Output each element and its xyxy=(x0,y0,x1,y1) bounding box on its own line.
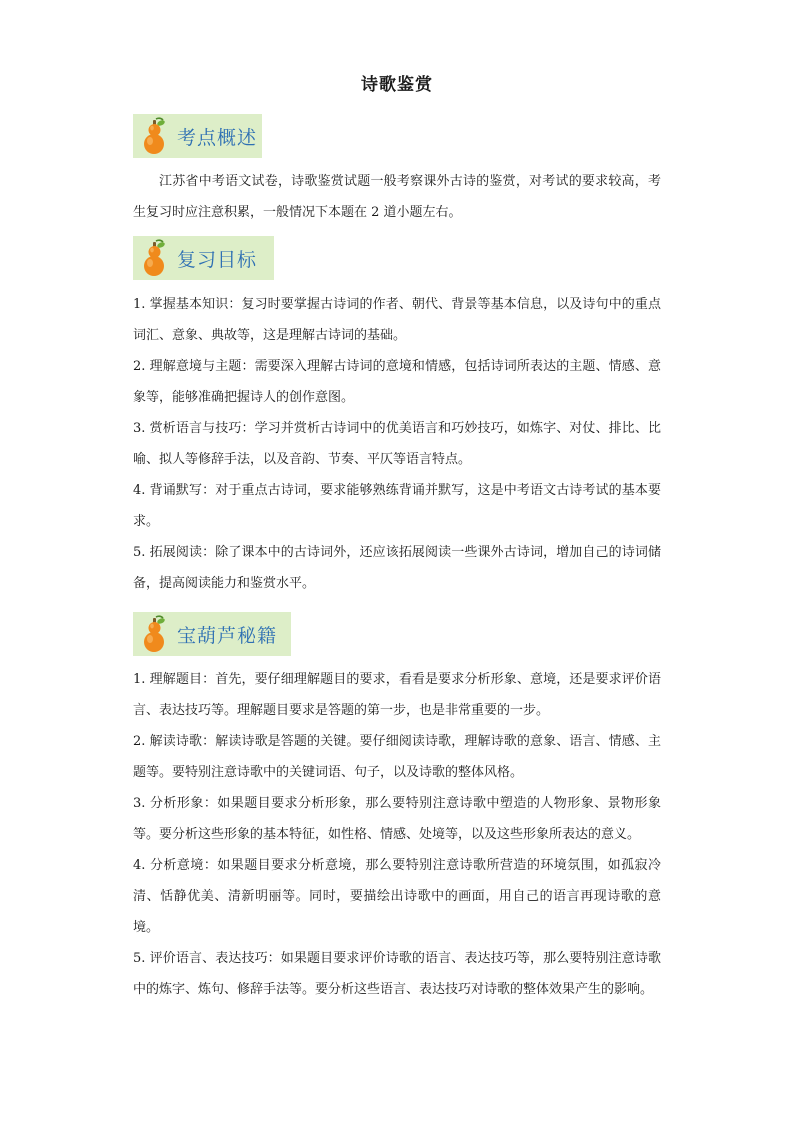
list-item: 1. 理解题目：首先，要仔细理解题目的要求，看看是要求分析形象、意境，还是要求评价语言、表达技巧等。理解题目要求是答题的第一步，也是非常重要的一步。 xyxy=(133,672,661,718)
section-heading: 考点概述 xyxy=(177,126,258,149)
goals-list xyxy=(133,289,661,599)
section-heading: 宝葫芦秘籍 xyxy=(177,624,278,647)
tips-list xyxy=(133,664,661,1005)
list-item: 2. 解读诗歌：解读诗歌是答题的关键。要仔细阅读诗歌，理解诗歌的意象、语言、情感、主题等。要特别注意诗歌中的关键词语、句子，以及诗歌的整体风格。 xyxy=(133,734,661,780)
list-item: 5. 评价语言、表达技巧：如果题目要求评价诗歌的语言、表达技巧等，那么要特别注意诗歌中的炼字、炼句、修辞手法等。要分析这些语言、表达技巧对诗歌的整体效果产生的影响。 xyxy=(133,951,661,997)
section-header-goals xyxy=(133,236,274,280)
list-item: 3. 赏析语言与技巧：学习并赏析古诗词中的优美语言和巧妙技巧，如炼字、对仗、排比、比喻、拟人等修辞手法，以及音韵、节奏、平仄等语言特点。 xyxy=(133,421,661,467)
list-item: 1. 掌握基本知识：复习时要掌握古诗词的作者、朝代、背景等基本信息，以及诗句中的重点词汇、意象、典故等，这是理解古诗词的基础。 xyxy=(133,297,661,343)
gourd-icon xyxy=(137,238,171,278)
section-header-overview xyxy=(133,114,262,158)
list-item: 4. 背诵默写：对于重点古诗词，要求能够熟练背诵并默写，这是中考语文古诗考试的基本要求。 xyxy=(133,483,661,529)
list-item: 2. 理解意境与主题：需要深入理解古诗词的意境和情感，包括诗词所表达的主题、情感、意象等，能够准确把握诗人的创作意图。 xyxy=(133,359,661,405)
overview-paragraph: 江苏省中考语文试卷，诗歌鉴赏试题一般考察课外古诗的鉴赏，对考试的要求较高，考生复习时应注意积累，一般情况下本题在 2 道小题左右。 xyxy=(133,174,661,220)
list-item: 5. 拓展阅读：除了课本中的古诗词外，还应该拓展阅读一些课外古诗词，增加自己的诗词储备，提高阅读能力和鉴赏水平。 xyxy=(133,545,661,591)
list-item: 4. 分析意境：如果题目要求分析意境，那么要特别注意诗歌所营造的环境氛围，如孤寂冷清、恬静优美、清新明丽等。同时，要描绘出诗歌中的画面，用自己的语言再现诗歌的意境。 xyxy=(133,858,661,935)
section-header-tips xyxy=(133,612,291,656)
gourd-icon xyxy=(137,116,171,156)
page-title: 诗歌鉴赏 xyxy=(361,75,433,95)
gourd-icon xyxy=(137,614,171,654)
section-heading: 复习目标 xyxy=(177,248,258,271)
list-item: 3. 分析形象：如果题目要求分析形象，那么要特别注意诗歌中塑造的人物形象、景物形象等。要分析这些形象的基本特征，如性格、情感、处境等，以及这些形象所表达的意义。 xyxy=(133,796,661,842)
